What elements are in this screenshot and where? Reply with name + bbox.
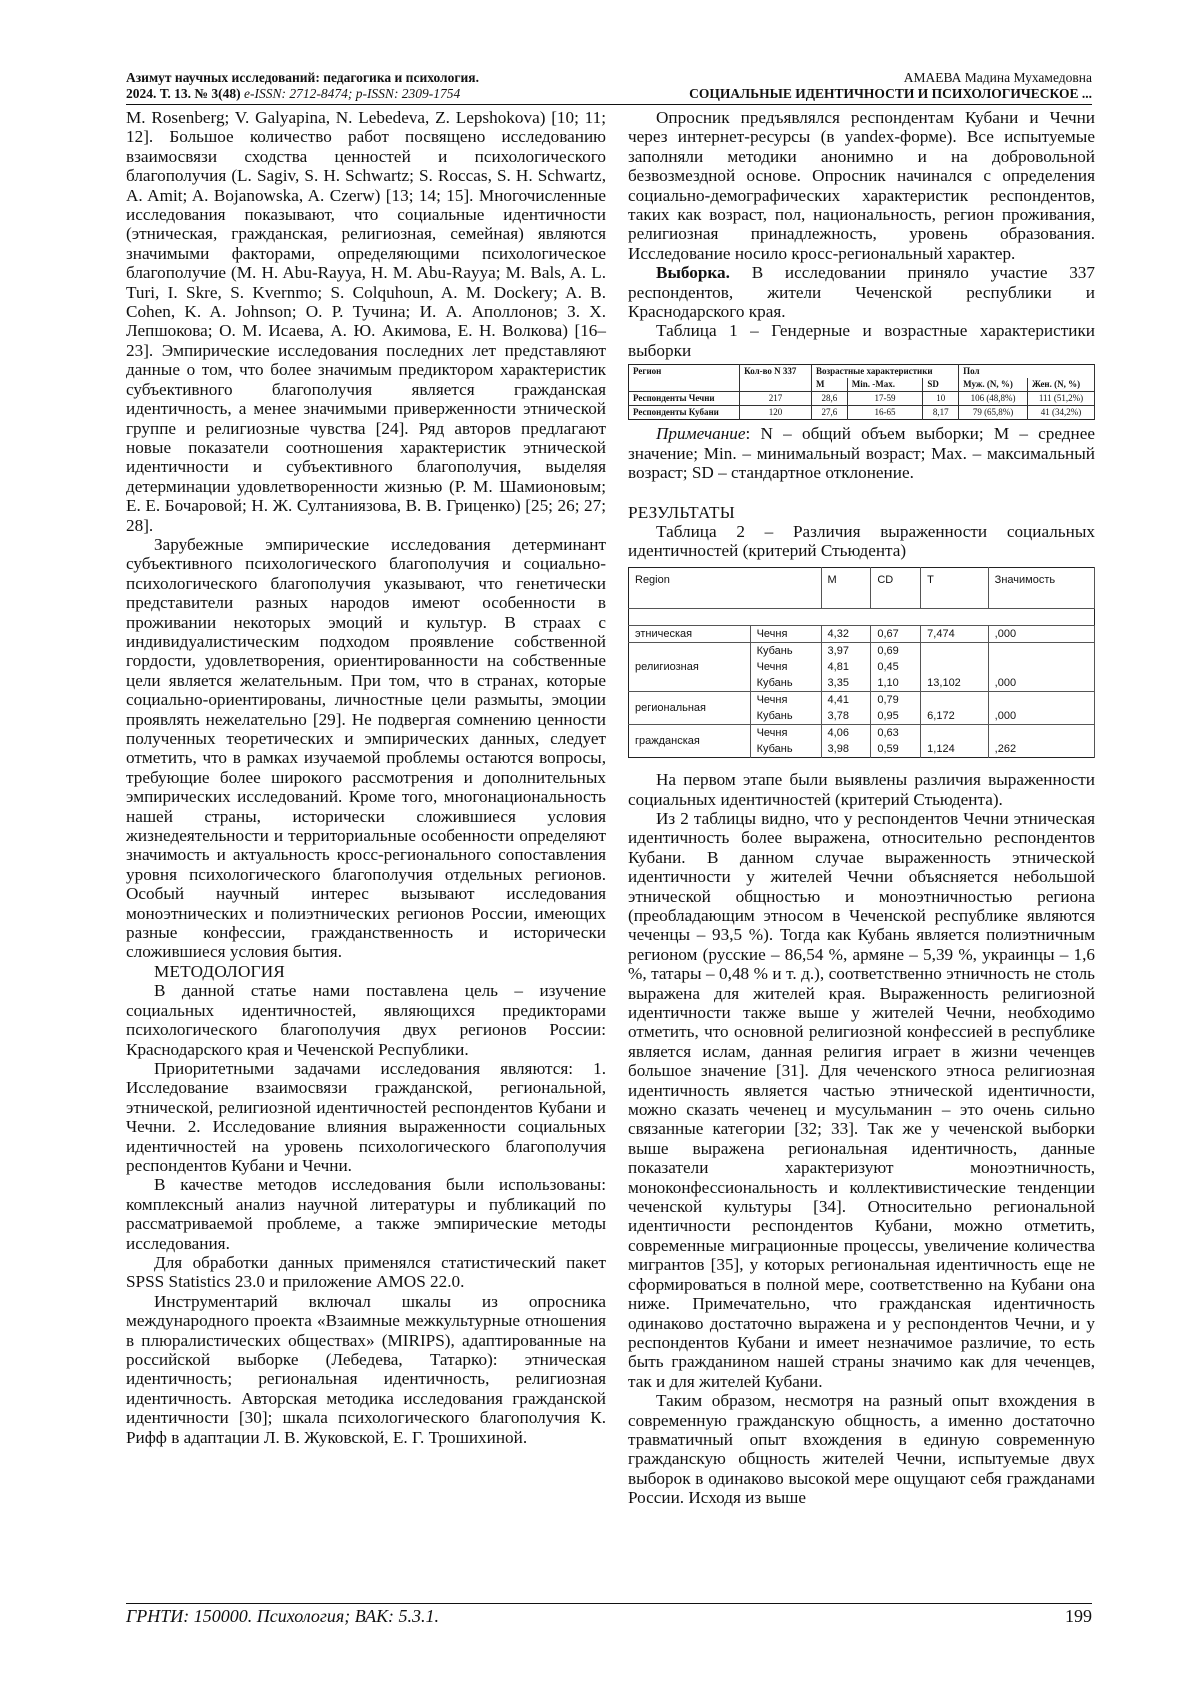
cell: ,000 bbox=[988, 675, 1094, 692]
footer-divider bbox=[126, 1603, 1092, 1604]
cell: Чечня bbox=[750, 659, 821, 675]
cell: 0,95 bbox=[871, 708, 921, 725]
paragraph: M. Rosenberg; V. Galyapina, N. Lebedeva, Z. Lepshokova) [10; 11; 12]. Большое количество работ посвящено исследованию взаимосвязи сходства ценностей и психологического благополучия (L. Sagiv, S. H. Schwartz; S. Roccas, S. H. Schwartz, A. Amit; A. Bojanowska, A. Czerw) [13; 14; 15]. Многочисленные исследования показывают, что социальные идентичности (этническая, гражданская, религиозная, семейная) являются значимыми факторами, определяющими психологическое благополучие (M. H. Abu-Rayya, H. M. Abu-Rayya; M. Bals, A. L. Turi, I. Skre, S. Kvernmo; S. Colquhoun, A. M. Dockery; A. B. Cohen, K. A. Johnson; О. Р. Тучина; И. А. Аполлонов; З. Х. Лепшокова; О. М. Исаева, А. Ю. Акимова, Е. Н. Волкова) [16–23]. Эмпирические исследования последних лет представляют данные о том, что более значимым предиктором характеристик субъективного благополучия является гражданская идентичность, а менее значимыми приверженности этнической группе и религиозные чувства [24]. Ряд авторов предлагают новые показатели соотношения характеристик этнической идентичности и субъективного благополучия, выделяя детерминации удовлетворенности жизнью (Р. М. Шамионовым; Е. Е. Бочаровой; Н. Ж. Султаниязова, В. В. Гриценко) [25; 26; 27; 28]. bbox=[126, 108, 606, 535]
cell: ,000 bbox=[988, 708, 1094, 725]
cell: 106 (48,8%) bbox=[959, 392, 1028, 406]
cell bbox=[921, 643, 989, 660]
paragraph: Из 2 таблицы видно, что у респондентов Чечни этническая идентичность более выражена, относительно респондентов Кубани. В данном случае выраженность этнической идентичности у жителей Чечни объясняется небольшой этнической общностью и моноэтничностью региона (преобладающим этносом в Чеченской республике являются чеченцы – 93,5 %). Тогда как Кубань является полиэтничным регионом (русские – 86,54 %, армяне – 5,39 %, украинцы – 1,6 %, татары – 0,48 % и т. д.), соответственно этничность не столь выражена для жителей края. Выраженность религиозной идентичности также выше у жителей Чечни, необходимо отметить, что основной религиозной конфессией в республике является ислам, данная религия играет в жизни чеченцев большое значение [31]. Для чеченского этноса религиозная идентичность является частью этнической идентичности, можно сказать чеченец и мусульманин – это очень сильно связанные категории [32; 33]. Так же у чеченской выборки выше выражена региональная идентичность, данные показатели характеризуют моноэтничность, моноконфессиональность и коллективистические тенденции чеченской культуры [34]. Относительно региональной идентичности респондентов Кубани, можно отметить, современные миграционные процессы, увеличение количества мигрантов [35], у которых региональная идентичность еще не сформироваться в полной мере, соответственно на Кубани она ниже. Примечательно, что гражданская идентичность одинаково достаточно выражена и у респондентов Чечни, и у респондентов Кубани и имеет незначимое различие, то есть быть гражданином нашей страны значимо как для чеченцев, так и для жителей Кубани. bbox=[628, 808, 1095, 1391]
cell: 3,78 bbox=[821, 708, 871, 725]
left-column bbox=[126, 108, 606, 1447]
paragraph: Инструментарий включал шкалы из опросника международного проекта «Взаимные межкультурные отношения в плюралистических обществах» (MIRIPS), адаптированные на российской выборке (Лебедева, Татарко): этническая идентичность; региональная идентичность, религиозная идентичность. Авторская методика исследования гражданской идентичности [30]; шкала психологического благополучия К. Рифф в адаптации Л. В. Жуковской, Е. Г. Трошихиной. bbox=[126, 1291, 606, 1447]
table-row bbox=[629, 692, 1095, 709]
cell bbox=[988, 659, 1094, 675]
cell: 0,45 bbox=[871, 659, 921, 675]
cell: 4,41 bbox=[821, 692, 871, 709]
sample-text: В исследовании приняло участие 337 респондентов, жители Чеченской республики и Краснодарского края. bbox=[628, 263, 1095, 322]
t2-header-region: Region bbox=[629, 567, 822, 608]
table-row bbox=[629, 643, 1095, 660]
cell: 79 (65,8%) bbox=[959, 406, 1028, 420]
article-title: СОЦИАЛЬНЫЕ ИДЕНТИЧНОСТИ И ПСИХОЛОГИЧЕСКОЕ ... bbox=[689, 86, 1092, 101]
t1-header-minmax: Min. -Max. bbox=[847, 378, 923, 392]
cell: 217 bbox=[740, 392, 812, 406]
table-row bbox=[629, 725, 1095, 742]
cell: 28,6 bbox=[811, 392, 847, 406]
section-heading-methodology: МЕТОДОЛОГИЯ bbox=[154, 961, 285, 981]
cell: 1,124 bbox=[921, 741, 989, 758]
cell: Кубань bbox=[750, 741, 821, 758]
paragraph: Зарубежные эмпирические исследования детерминант субъективного психологического благополучия и социально-психологического благополучия указывают, что генетически представители разных народов имеют особенности в проживании некоторых эмоций и культур. В страах с индивидуалистическим подходом проявление собственной гордости, удовлетворения, ориентированности на собственные цели является желательным. При том, что в странах, которые социально-ориентированы, личностные цели размыты, эмоции проявлять нежелательно [29]. Не подвергая сомнению ценности полученных теоретических и эмпирических данных, следует отметить, что в рамках изучаемой проблемы остаются вопросы, требующие более широкого рассмотрения и дополнительных эмпирических исследований. Кроме того, многонациональность нашей страны, исторически сложившиеся условия жизнедеятельности и территориальные особенности определяют значимость и актуальность кросс-регионального сопоставления уровня психологического благополучия отдельных регионов. Особый научный интерес вызывают исследования моноэтнических и полиэтнических регионов России, имеющих разные конфессии, гражданственность и исторически сложившиеся условия бытия. bbox=[126, 534, 606, 962]
cell: 8,17 bbox=[923, 406, 959, 420]
cell: 27,6 bbox=[811, 406, 847, 420]
t1-header-female: Жен. (N, %) bbox=[1028, 378, 1095, 392]
cell: Кубань bbox=[750, 708, 821, 725]
sample-label: Выборка. bbox=[656, 263, 730, 283]
cell: Респонденты Кубани bbox=[629, 406, 740, 420]
cell: 4,81 bbox=[821, 659, 871, 675]
cell: 0,63 bbox=[871, 725, 921, 742]
running-header-right bbox=[572, 70, 1092, 102]
cell: 13,102 bbox=[921, 675, 989, 692]
paragraph: На первом этапе были выявлены различия выраженности социальных идентичностей (критерий Стьюдента). bbox=[628, 770, 1095, 809]
issn: e-ISSN: 2712-8474; p-ISSN: 2309-1754 bbox=[243, 86, 461, 101]
t2-header-m: M bbox=[821, 567, 871, 608]
cell: Чечня bbox=[750, 725, 821, 742]
cell bbox=[988, 692, 1094, 709]
paragraph: Опросник предъявлялся респондентам Кубани и Чечни через интернет-ресурсы (в yandex-форме). Все испытуемые заполняли методики анонимно и на добровольной безвозмездной основе. Опросник начинался с определения социально-демографических характеристик респондентов, таких как возраст, пол, национальность, регион проживания, религиозная принадлежность, уровень образования. Исследование носило кросс-региональный характер. bbox=[628, 108, 1095, 263]
cell: ,000 bbox=[988, 626, 1094, 643]
paragraph: Таким образом, несмотря на разный опыт вхождения в современную гражданскую общность, а именно достаточно травматичный опыт вхождения в единую современную гражданскую общность жителей Чечни, испытуемые двух выборок в одинаково высокой мере ощущают себя гражданами России. Исходя из выше bbox=[628, 1391, 1095, 1508]
table-spacer-row bbox=[629, 609, 1095, 626]
group-label: региональная bbox=[629, 692, 751, 725]
table-row bbox=[629, 392, 1095, 406]
cell: 7,474 bbox=[921, 626, 989, 643]
cell: 1,10 bbox=[871, 675, 921, 692]
group-label: этническая bbox=[629, 626, 751, 643]
table-identity-differences bbox=[628, 567, 1095, 758]
cell: Чечня bbox=[750, 692, 821, 709]
cell: 3,98 bbox=[821, 741, 871, 758]
t1-header-age: Возрастные характеристики bbox=[811, 365, 958, 379]
note-text: : N – общий объем выборки; M – среднее значение; Min. – минимальный возраст; Max. – максимальный возраст; SD – стандартное отклонение. bbox=[628, 424, 1095, 483]
cell: 0,59 bbox=[871, 741, 921, 758]
cell: Кубань bbox=[750, 643, 821, 660]
cell bbox=[988, 643, 1094, 660]
table2-caption: Таблица 2 – Различия выраженности социальных идентичностей (критерий Стьюдента) bbox=[628, 521, 1095, 561]
table-row bbox=[629, 406, 1095, 420]
t1-header-region: Регион bbox=[629, 365, 740, 392]
t2-header-t: T bbox=[921, 567, 989, 608]
cell: 0,79 bbox=[871, 692, 921, 709]
header-divider bbox=[126, 104, 1092, 105]
paragraph: В качестве методов исследования были использованы: комплексный анализ научной литературы и публикаций по рассматриваемой проблеме, а также эмпирические методы исследования. bbox=[126, 1175, 606, 1253]
cell: 16-65 bbox=[847, 406, 923, 420]
issue-number: 2024. Т. 13. № 3(48) bbox=[126, 86, 241, 101]
cell: 6,172 bbox=[921, 708, 989, 725]
sample-paragraph bbox=[628, 263, 1095, 321]
table-gender-age bbox=[628, 364, 1095, 420]
footer-classification: ГРНТИ: 150000. Психология; ВАК: 5.3.1. bbox=[126, 1606, 440, 1626]
table1-note bbox=[628, 424, 1095, 482]
cell: 3,35 bbox=[821, 675, 871, 692]
issue-line bbox=[126, 86, 646, 102]
table-row bbox=[629, 626, 1095, 643]
cell bbox=[921, 692, 989, 709]
cell: 10 bbox=[923, 392, 959, 406]
paragraph: Приоритетными задачами исследования являются: 1. Исследование взаимосвязи гражданской, региональной, этнической, религиозной идентичностей респондентов Кубани и Чечни. 2. Исследование влияния выраженности социальных идентичностей на уровень психологического благополучия респондентов Кубани и Чечни. bbox=[126, 1058, 606, 1175]
t1-header-n: Кол-во N 337 bbox=[740, 365, 812, 392]
cell: Чечня bbox=[750, 626, 821, 643]
running-header-left bbox=[126, 70, 646, 102]
paragraph: В данной статье нами поставлена цель – изучение социальных идентичностей, являющихся предикторами психологического благополучия двух регионов России: Краснодарского края и Чеченской Республики. bbox=[126, 981, 606, 1059]
cell: 0,69 bbox=[871, 643, 921, 660]
cell: 3,97 bbox=[821, 643, 871, 660]
table1-caption: Таблица 1 – Гендерные и возрастные характеристики выборки bbox=[628, 321, 1095, 360]
cell: Кубань bbox=[750, 675, 821, 692]
paragraph: Для обработки данных применялся статистический пакет SPSS Statistics 23.0 и приложение AMOS 22.0. bbox=[126, 1252, 606, 1292]
cell: 4,32 bbox=[821, 626, 871, 643]
journal-name: Азимут научных исследований: педагогика и психология. bbox=[126, 70, 479, 85]
cell bbox=[921, 725, 989, 742]
section-heading-results: РЕЗУЛЬТАТЫ bbox=[628, 502, 735, 522]
cell: 4,06 bbox=[821, 725, 871, 742]
cell: 41 (34,2%) bbox=[1028, 406, 1095, 420]
page-number: 199 bbox=[1065, 1606, 1092, 1626]
cell: 111 (51,2%) bbox=[1028, 392, 1095, 406]
group-label: гражданская bbox=[629, 725, 751, 758]
cell bbox=[921, 659, 989, 675]
t2-header-sig: Значимость bbox=[988, 567, 1094, 608]
cell: ,262 bbox=[988, 741, 1094, 758]
cell: 0,67 bbox=[871, 626, 921, 643]
cell bbox=[988, 725, 1094, 742]
cell: 120 bbox=[740, 406, 812, 420]
t2-header-sd: CD bbox=[871, 567, 921, 608]
t1-header-gender: Пол bbox=[959, 365, 1095, 379]
cell: Респонденты Чечни bbox=[629, 392, 740, 406]
right-column bbox=[628, 108, 1095, 1508]
t1-header-male: Муж. (N, %) bbox=[959, 378, 1028, 392]
group-label: религиозная bbox=[629, 643, 751, 692]
cell: 17-59 bbox=[847, 392, 923, 406]
author-name: АМАЕВА Мадина Мухамедовна bbox=[903, 70, 1092, 85]
t1-header-m: M bbox=[811, 378, 847, 392]
note-label: Примечание bbox=[656, 424, 746, 444]
t1-header-sd: SD bbox=[923, 378, 959, 392]
